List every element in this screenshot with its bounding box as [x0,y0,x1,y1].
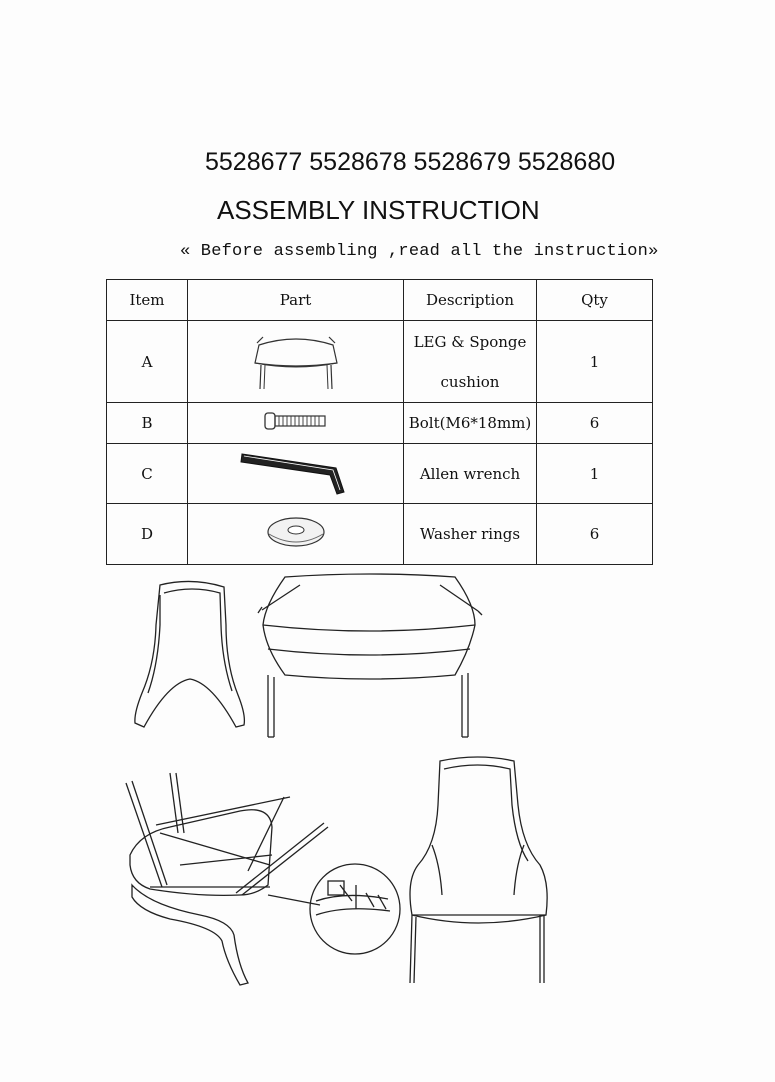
part-cell [188,504,404,565]
item-cell: B [107,403,188,444]
model-numbers: 5528677 5528678 5528679 5528680 [205,148,616,176]
table-row [107,504,653,565]
allen-wrench-icon [236,446,356,498]
qty-cell: 1 [537,321,653,403]
qty-cell: 6 [537,504,653,565]
read-instructions-notice: « Before assembling ,read all the instruction» [180,242,659,261]
part-cell [188,321,404,403]
parts-table [106,279,653,565]
item-cell: A [107,321,188,403]
header-qty: Qty [537,280,653,321]
document-title: ASSEMBLY INSTRUCTION [217,195,540,225]
chair-back-illustration [135,581,245,727]
header-item: Item [107,280,188,321]
table-row [107,444,653,504]
qty-cell: 1 [537,444,653,504]
item-cell: D [107,504,188,565]
part-cell [188,444,404,504]
assembly-illustrations [0,565,775,1082]
table-row [107,403,653,444]
assembled-chair-illustration [410,757,547,983]
description-line: LEG & Sponge [413,332,527,351]
upside-down-chair-illustration [126,773,328,985]
description-cell: Bolt(M6*18mm) [404,403,537,444]
bolt-detail-callout [310,864,400,954]
bolt-icon [261,410,331,432]
item-cell: C [107,444,188,504]
table-row [107,321,653,403]
washer-ring-icon [261,512,331,552]
part-cell [188,403,404,444]
description-line: cushion [440,372,500,391]
qty-cell: 6 [537,403,653,444]
description-cell [404,321,537,403]
header-description: Description [404,280,537,321]
description-cell: Washer rings [404,504,537,565]
description-cell: Allen wrench [404,444,537,504]
table-header-row [107,280,653,321]
leg-and-cushion-icon [241,325,351,395]
header-part: Part [188,280,404,321]
seat-with-legs-illustration [258,574,482,737]
